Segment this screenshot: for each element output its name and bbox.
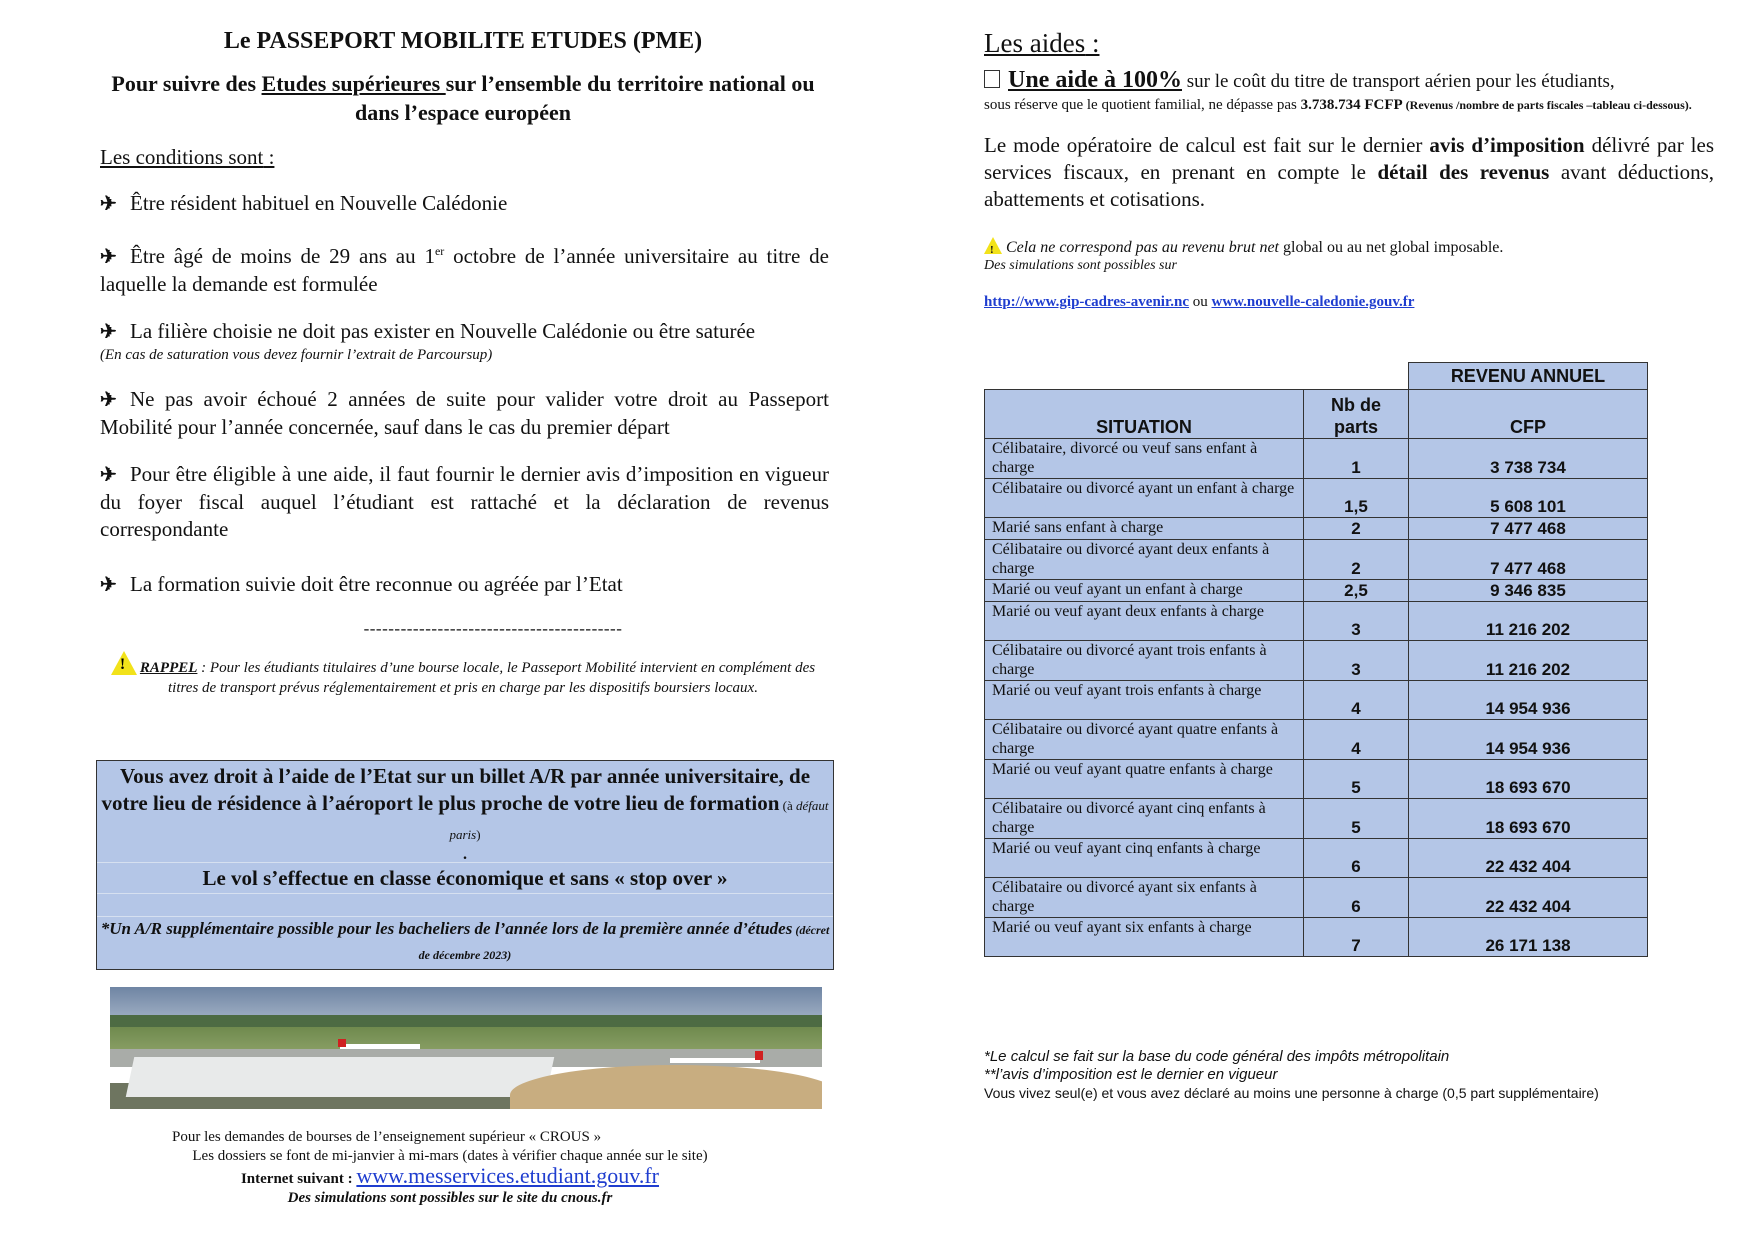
revenu-cell: 11 216 202 <box>1409 601 1648 641</box>
situation-cell: Marié ou veuf ayant un enfant à charge <box>985 579 1304 601</box>
table-row <box>985 579 1648 601</box>
parts-cell: 1,5 <box>1304 478 1409 518</box>
box-dot: . <box>463 846 467 863</box>
box-spacer <box>97 894 833 917</box>
link-separator: ou <box>1189 294 1212 310</box>
condition-text: La formation suivie doit être reconnue ou agréée par l’Etat <box>130 572 623 596</box>
revenu-cell: 9 346 835 <box>1409 579 1648 601</box>
photo-airplane-tail <box>755 1051 763 1060</box>
table-row <box>985 518 1648 540</box>
condition-text: La filière choisie ne doit pas exister en Nouvelle Calédonie ou être saturée <box>130 319 756 343</box>
box-note-italic: défaut paris <box>449 798 829 842</box>
parts-cell: 3 <box>1304 601 1409 641</box>
simulations-text: Des simulations sont possibles sur <box>984 258 1177 273</box>
divider-dashes: ------------------------------------------ <box>363 619 623 638</box>
table-row <box>985 799 1648 839</box>
revenu-cell: 5 608 101 <box>1409 478 1648 518</box>
airplane-icon: ✈ <box>100 246 117 268</box>
aide-condition: sous réserve que le quotient familial, ne dépasse pas <box>984 97 1301 113</box>
condition-text: Ne pas avoir échoué 2 années de suite pour valider votre droit au Passeport Mobilité pour l’année concernée, sauf dans le cas du premier départ <box>100 387 829 439</box>
warning-note-italic: Cela ne correspond pas au revenu brut net <box>1002 239 1279 256</box>
parts-cell: 6 <box>1304 878 1409 918</box>
conditions-heading <box>100 145 829 170</box>
calc-mode-paragraph <box>984 132 1714 213</box>
rappel-note <box>97 651 829 698</box>
photo-terminal-dome <box>510 1065 822 1109</box>
situation-cell: Célibataire ou divorcé ayant un enfant à charge <box>985 478 1304 518</box>
superscript: er <box>434 244 445 258</box>
right-column <box>984 28 1714 327</box>
parts-cell: 5 <box>1304 759 1409 799</box>
conditions-heading-text: Les conditions sont <box>100 145 264 169</box>
table-row <box>985 878 1648 918</box>
parts-cell: 2 <box>1304 540 1409 580</box>
condition-text-end: octobre de l’année universitaire au titre de laquelle la demande est formulée <box>100 244 829 296</box>
situation-cell: Célibataire ou divorcé ayant cinq enfants à charge <box>985 799 1304 839</box>
condition-text: Pour être éligible à une aide, il faut fournir le dernier avis d’imposition en vigueur du foyer fiscal auquel l’étudiant est rattaché et la déclaration de revenus correspondante <box>100 462 829 541</box>
simulation-links <box>984 294 1714 311</box>
revenu-cell: 22 432 404 <box>1409 838 1648 878</box>
document-title: Le PASSEPORT MOBILITE ETUDES (PME) <box>223 28 703 54</box>
messervices-link[interactable]: www.messervices.etudiant.gouv.fr <box>356 1163 660 1188</box>
revenu-cell: 22 432 404 <box>1409 878 1648 918</box>
subtitle-text: Pour suivre des <box>111 71 262 96</box>
rappel-text: : Pour les étudiants titulaires d’une bourse locale, le Passeport Mobilité intervient en complément des titres de transport prévus réglementairement et pris en charge par les dispositifs boursiers locaux. <box>168 660 816 696</box>
revenu-cell: 11 216 202 <box>1409 641 1648 681</box>
header-revenu-annuel: REVENU ANNUEL <box>1409 363 1648 390</box>
aide-title: Une aide à 100% <box>1008 67 1182 93</box>
table-row <box>985 540 1648 580</box>
situation-cell: Célibataire ou divorcé ayant six enfants à charge <box>985 878 1304 918</box>
situation-cell: Célibataire ou divorcé ayant deux enfants à charge <box>985 540 1304 580</box>
mode-text-mid: délivré par les services fiscaux, en prenant en compte le <box>984 133 1715 184</box>
mode-text-end: avant déductions, abattements et cotisations. <box>984 160 1715 211</box>
condition-item <box>100 190 829 218</box>
checkbox-icon <box>984 70 1000 88</box>
warning-note <box>984 237 1714 258</box>
crous-line-1: Pour les demandes de bourses de l’enseignement supérieur « CROUS » <box>172 1129 602 1145</box>
mode-bold-2: détail des revenus <box>1377 160 1550 184</box>
box-line-1 <box>97 761 833 863</box>
header-cfp: CFP <box>1409 390 1648 439</box>
table-footnotes <box>984 1048 1599 1102</box>
income-table <box>984 362 1648 957</box>
condition-item <box>100 571 829 599</box>
revenu-cell: 18 693 670 <box>1409 759 1648 799</box>
table-row <box>985 439 1648 479</box>
crous-line-2: Les dossiers se font de mi-janvier à mi-mars (dates à vérifier chaque année sur le site) <box>192 1148 708 1164</box>
table-row <box>985 601 1648 641</box>
airplane-icon: ✈ <box>100 574 117 596</box>
crous-internet-label: Internet suivant : <box>240 1171 357 1187</box>
table-header-row <box>985 390 1648 439</box>
situation-cell: Célibataire ou divorcé ayant trois enfants à charge <box>985 641 1304 681</box>
revenu-cell: 18 693 670 <box>1409 799 1648 839</box>
parts-cell: 7 <box>1304 917 1409 957</box>
table-header-row-top <box>985 363 1648 390</box>
revenu-cell: 7 477 468 <box>1409 540 1648 580</box>
rappel-label: RAPPEL <box>139 660 198 676</box>
parts-cell: 4 <box>1304 680 1409 720</box>
box-note-post: ) <box>476 827 481 842</box>
aid-info-box <box>96 760 834 970</box>
crous-info <box>150 1128 750 1208</box>
situation-cell: Marié ou veuf ayant deux enfants à charge <box>985 601 1304 641</box>
condition-note: (En cas de saturation vous devez fournir l’extrait de Parcoursup) <box>100 347 493 363</box>
table-row <box>985 917 1648 957</box>
photo-airplane-tail <box>338 1039 346 1047</box>
aide-100-block <box>984 69 1714 116</box>
header-nb-parts <box>1304 390 1409 439</box>
revenu-cell: 14 954 936 <box>1409 680 1648 720</box>
crous-line-3 <box>150 1163 750 1189</box>
airplane-icon: ✈ <box>100 389 117 411</box>
footnote-3: Vous vivez seul(e) et vous avez déclaré au moins une personne à charge (0,5 part supplémentaire) <box>984 1085 1599 1101</box>
aides-heading <box>984 28 1714 59</box>
revenu-cell: 26 171 138 <box>1409 917 1648 957</box>
photo-airplane <box>340 1044 420 1049</box>
subtitle-underlined: Etudes supérieures <box>261 71 446 96</box>
mode-bold-1: avis d’imposition <box>1429 133 1585 157</box>
box-line-2: Le vol s’effectue en classe économique et sans « stop over » <box>97 863 833 894</box>
subtitle-text-end: sur l’ensemble du territoire national ou dans l’espace européen <box>355 71 815 125</box>
footnote-1: *Le calcul se fait sur la base du code général des impôts métropolitain <box>984 1048 1450 1065</box>
revenu-cell: 7 477 468 <box>1409 518 1648 540</box>
situation-cell: Marié sans enfant à charge <box>985 518 1304 540</box>
condition-text: Être résident habituel en Nouvelle Calédonie <box>130 191 508 215</box>
table-row <box>985 680 1648 720</box>
document-subtitle <box>97 69 829 127</box>
condition-item <box>100 461 829 543</box>
situation-cell: Célibataire, divorcé ou veuf sans enfant à charge <box>985 439 1304 479</box>
parts-cell: 1 <box>1304 439 1409 479</box>
situation-cell: Marié ou veuf ayant six enfants à charge <box>985 917 1304 957</box>
warning-icon <box>111 651 137 675</box>
table-row <box>985 478 1648 518</box>
photo-airplane <box>670 1058 760 1063</box>
table-row <box>985 720 1648 760</box>
situation-cell: Marié ou veuf ayant cinq enfants à charge <box>985 838 1304 878</box>
table-row <box>985 838 1648 878</box>
condition-item <box>100 386 829 441</box>
header-nb-line1: Nb de <box>1330 395 1381 415</box>
parts-cell: 2 <box>1304 518 1409 540</box>
airplane-icon: ✈ <box>100 464 117 486</box>
conditions-colon: : <box>263 145 275 169</box>
warning-note-text: global ou au net global imposable. <box>1279 239 1504 256</box>
situation-cell: Marié ou veuf ayant trois enfants à charge <box>985 680 1304 720</box>
blank-cell <box>985 363 1409 390</box>
revenu-cell: 3 738 734 <box>1409 439 1648 479</box>
gip-cadres-avenir-link[interactable]: http://www.gip-cadres-avenir.nc <box>984 294 1190 310</box>
airplane-icon: ✈ <box>100 321 117 343</box>
parts-cell: 3 <box>1304 641 1409 681</box>
situation-cell: Marié ou veuf ayant quatre enfants à charge <box>985 759 1304 799</box>
box-line-3 <box>97 917 833 969</box>
crous-line-4: Des simulations sont possibles sur le site du cnous.fr <box>287 1190 613 1206</box>
box-line-1-text: Vous avez droit à l’aide de l’Etat sur un billet A/R par année universitaire, de votre lieu de résidence à l’aéroport le plus proche de votre lieu de formation <box>101 764 811 815</box>
aides-heading-text: Les aides <box>984 28 1086 58</box>
aide-text: sur le coût du titre de transport aérien pour les étudiants, <box>1182 71 1615 92</box>
header-nb-line2: parts <box>1333 417 1378 437</box>
box-note-pre: (à <box>779 798 797 813</box>
parts-cell: 5 <box>1304 799 1409 839</box>
aide-note: (Revenus /nombre de parts fiscales –tableau ci-dessous). <box>1402 98 1692 112</box>
mode-text: Le mode opératoire de calcul est fait sur le dernier <box>984 133 1430 157</box>
footnote-2: **l’avis d’imposition est le dernier en vigueur <box>984 1066 1278 1083</box>
box-line-3-text: *Un A/R supplémentaire possible pour les bacheliers de l’année lors de la première année d’études <box>100 919 793 938</box>
airplane-icon: ✈ <box>100 193 117 215</box>
warning-icon <box>984 237 1002 254</box>
left-column <box>97 28 829 712</box>
airport-photo <box>110 987 822 1109</box>
situation-cell: Célibataire ou divorcé ayant quatre enfants à charge <box>985 720 1304 760</box>
condition-item <box>100 238 829 298</box>
table-row <box>985 759 1648 799</box>
aide-amount: 3.738.734 FCFP <box>1300 97 1403 113</box>
parts-cell: 2,5 <box>1304 579 1409 601</box>
photo-terminal-roof <box>126 1057 555 1097</box>
aides-heading-colon: : <box>1085 28 1100 58</box>
table-row <box>985 641 1648 681</box>
condition-item <box>100 318 829 364</box>
nouvelle-caledonie-link[interactable]: www.nouvelle-caledonie.gouv.fr <box>1211 294 1415 310</box>
header-situation: SITUATION <box>985 390 1304 439</box>
parts-cell: 4 <box>1304 720 1409 760</box>
condition-text: Être âgé de moins de 29 ans au 1 <box>130 244 435 268</box>
parts-cell: 6 <box>1304 838 1409 878</box>
box-line-3-note: (décret de décembre 2023) <box>418 923 830 962</box>
revenu-cell: 14 954 936 <box>1409 720 1648 760</box>
